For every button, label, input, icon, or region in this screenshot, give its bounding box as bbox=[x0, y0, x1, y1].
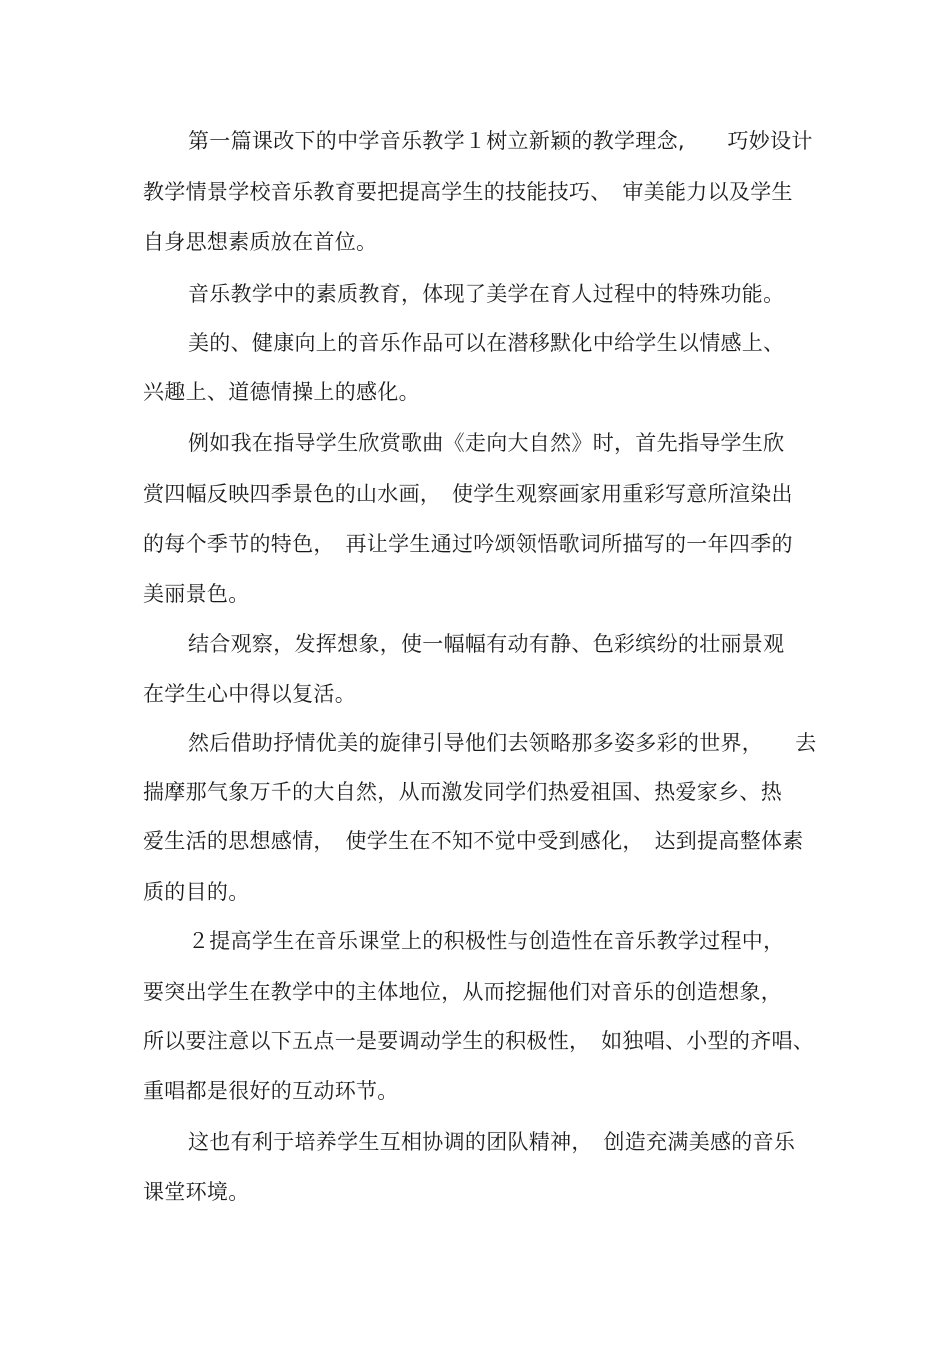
text-line: ２提高学生在音乐课堂上的积极性与创造性在音乐教学过程中， bbox=[188, 929, 785, 953]
text-line: 所以要注意以下五点一是要调动学生的积极性， 如独唱、小型的齐唱、 bbox=[143, 1029, 815, 1053]
text-line: 赏四幅反映四季景色的山水画， 使学生观察画家用重彩写意所渲染出 bbox=[143, 482, 793, 506]
text-line: 在学生心中得以复活。 bbox=[143, 682, 356, 706]
text-line: 美的、健康向上的音乐作品可以在潜移默化中给学生以情感上、 bbox=[188, 331, 785, 355]
text-line: 第一篇课改下的中学音乐教学１树立新颖的教学理念, 巧妙设计 bbox=[188, 129, 813, 153]
text-line: 结合观察，发挥想象，使一幅幅有动有静、色彩缤纷的壮丽景观 bbox=[188, 632, 785, 656]
text-line: 音乐教学中的素质教育，体现了美学在育人过程中的特殊功能。 bbox=[188, 282, 785, 306]
text-line: 要突出学生在教学中的主体地位，从而挖掘他们对音乐的创造想象， bbox=[143, 980, 782, 1004]
text-line: 教学情景学校音乐教育要把提高学生的技能技巧、 审美能力以及学生 bbox=[143, 180, 793, 204]
text-line: 重唱都是很好的互动环节。 bbox=[143, 1079, 399, 1103]
text-line: 爱生活的思想感情， 使学生在不知不觉中受到感化， 达到提高整体素 bbox=[143, 829, 804, 853]
text-line: 例如我在指导学生欣赏歌曲《走向大自然》时，首先指导学生欣 bbox=[188, 431, 785, 455]
text-line: 质的目的。 bbox=[143, 880, 250, 904]
text-line: 自身思想素质放在首位。 bbox=[143, 230, 378, 254]
text-line: 兴趣上、道德情操上的感化。 bbox=[143, 380, 420, 404]
text-line: 美丽景色。 bbox=[143, 582, 250, 606]
text-line: 然后借助抒情优美的旋律引导他们去领略那多姿多彩的世界， 去 bbox=[188, 731, 817, 755]
text-line: 课堂环境。 bbox=[143, 1180, 250, 1204]
text-line: 揣摩那气象万千的大自然，从而激发同学们热爱祖国、热爱家乡、热 bbox=[143, 780, 782, 804]
text-line: 这也有利于培养学生互相协调的团队精神， 创造充满美感的音乐 bbox=[188, 1130, 796, 1154]
text-line: 的每个季节的特色， 再让学生通过吟颂领悟歌词所描写的一年四季的 bbox=[143, 532, 793, 556]
